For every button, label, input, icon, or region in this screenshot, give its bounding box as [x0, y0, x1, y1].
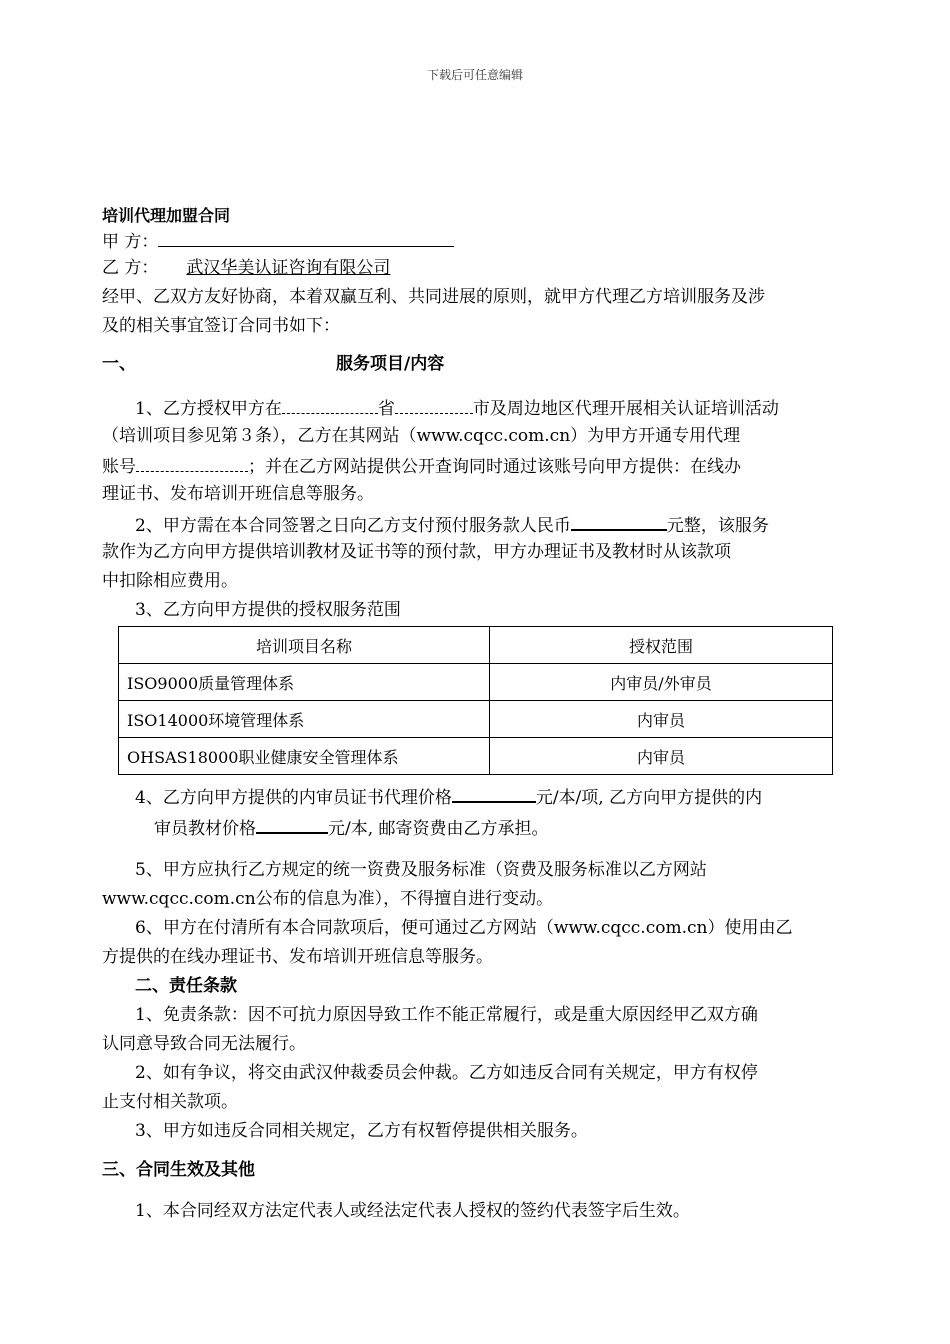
party-a-line: [102, 228, 454, 254]
textbook-price-blank: [256, 814, 328, 834]
item-2-line-2: 款作为乙方向甲方提供培训教材及证书等的预付款，甲方办理证书及教材时从该款项: [102, 542, 731, 562]
table-cell: 内审员: [490, 738, 833, 775]
province-blank: [282, 395, 378, 414]
item-2-line-1: [135, 511, 769, 538]
city-blank: [395, 395, 473, 414]
item-1-line-3: [102, 453, 741, 479]
section-2-line-1: 1、免责条款：因不可抗力原因导致工作不能正常履行，或是重大原因经甲乙双方确: [135, 1005, 758, 1025]
intro-line-2: 及的相关事宜签订合同书如下：: [102, 316, 340, 336]
item-2-line-3: 中扣除相应费用。: [102, 571, 238, 591]
party-a-label: 甲 方：: [102, 232, 159, 252]
item-2-text-a: 2、甲方需在本合同签署之日向乙方支付预付服务款人民币: [135, 516, 571, 536]
party-b-name: 武汉华美认证咨询有限公司: [186, 258, 391, 278]
table-row: [119, 738, 833, 775]
item-1-text-d: 账号: [102, 457, 136, 477]
item-3-line: 3、乙方向甲方提供的授权服务范围: [135, 600, 401, 620]
intro-line-1: 经甲、乙双方友好协商，本着双赢互利、共同进展的原则，就甲方代理乙方培训服务及涉: [102, 287, 765, 307]
section-2-line-2: 认同意导致合同无法履行。: [102, 1034, 306, 1054]
table-cell: ISO14000环境管理体系: [119, 701, 490, 738]
section-2-line-4: 止支付相关款项。: [102, 1092, 238, 1112]
table-header-cell: 授权范围: [490, 627, 833, 664]
table-cell: 内审员/外审员: [490, 664, 833, 701]
table-header-row: [119, 627, 833, 664]
section-2-line-3: 2、如有争议，将交由武汉仲裁委员会仲裁。乙方如违反合同有关规定，甲方有权停: [135, 1063, 758, 1083]
section-1-title: 服务项目/内容: [336, 354, 445, 374]
item-1-line-1: [135, 395, 779, 421]
item-4-text-d: 元/本, 邮寄资费由乙方承担。: [328, 819, 549, 839]
item-6-line-1: 6、甲方在付清所有本合同款项后，便可通过乙方网站（www.cqcc.com.cn）使用由乙: [135, 918, 793, 938]
header-note: 下载后可任意编辑: [426, 68, 523, 82]
table-row: [119, 701, 833, 738]
item-5-line-1: 5、甲方应执行乙方规定的统一资费及服务标准（资费及服务标准以乙方网站: [135, 860, 707, 880]
document-title: 培训代理加盟合同: [102, 206, 231, 225]
section-2-line-5: 3、甲方如违反合同相关规定，乙方有权暂停提供相关服务。: [135, 1121, 588, 1141]
item-2-text-b: 元整，该服务: [666, 516, 769, 536]
table-header-cell: 培训项目名称: [119, 627, 490, 664]
section-3-line-1: 1、本合同经双方法定代表人或经法定代表人授权的签约代表签字后生效。: [135, 1201, 690, 1221]
item-5-line-2: www.cqcc.com.cn公布的信息为准），不得擅自进行变动。: [102, 889, 554, 909]
table-cell: 内审员: [490, 701, 833, 738]
party-b-line: [102, 256, 454, 280]
account-blank: [136, 453, 248, 472]
item-1-text-b: 省: [377, 399, 395, 419]
prepay-blank: [571, 511, 667, 531]
item-1-text-c: 市及周边地区代理开展相关认证培训活动: [472, 399, 779, 419]
item-1-line-2: （培训项目参见第３条），乙方在其网站（www.cqcc.com.cn）为甲方开通专用代理: [102, 426, 741, 446]
table-cell: OHSAS18000职业健康安全管理体系: [119, 738, 490, 775]
item-4-text-a: 4、乙方向甲方提供的内审员证书代理价格: [135, 788, 452, 808]
authorization-table: [118, 626, 833, 775]
section-2-title: 二、责任条款: [135, 976, 237, 996]
table-row: [119, 664, 833, 701]
section-3-title: 三、合同生效及其他: [102, 1160, 255, 1180]
item-6-line-2: 方提供的在线办理证书、发布培训开班信息等服务。: [102, 947, 493, 967]
item-4-text-c: 审员教材价格: [154, 819, 256, 839]
party-a-blank: [158, 228, 454, 247]
section-1-number: 一、: [102, 354, 136, 374]
certificate-price-blank: [452, 783, 536, 803]
item-1-text-a: 1、乙方授权甲方在: [135, 399, 282, 419]
item-4-line-1: [135, 783, 762, 810]
item-1-line-4: 理证书、发布培训开班信息等服务。: [102, 484, 374, 504]
item-4-text-b: 元/本/项, 乙方向甲方提供的内: [535, 788, 763, 808]
table-cell: ISO9000质量管理体系: [119, 664, 490, 701]
party-b-label: 乙 方：: [102, 258, 159, 278]
item-1-text-e: ；并在乙方网站提供公开查询同时通过该账号向甲方提供：在线办: [248, 457, 741, 477]
item-4-line-2: [154, 814, 549, 841]
